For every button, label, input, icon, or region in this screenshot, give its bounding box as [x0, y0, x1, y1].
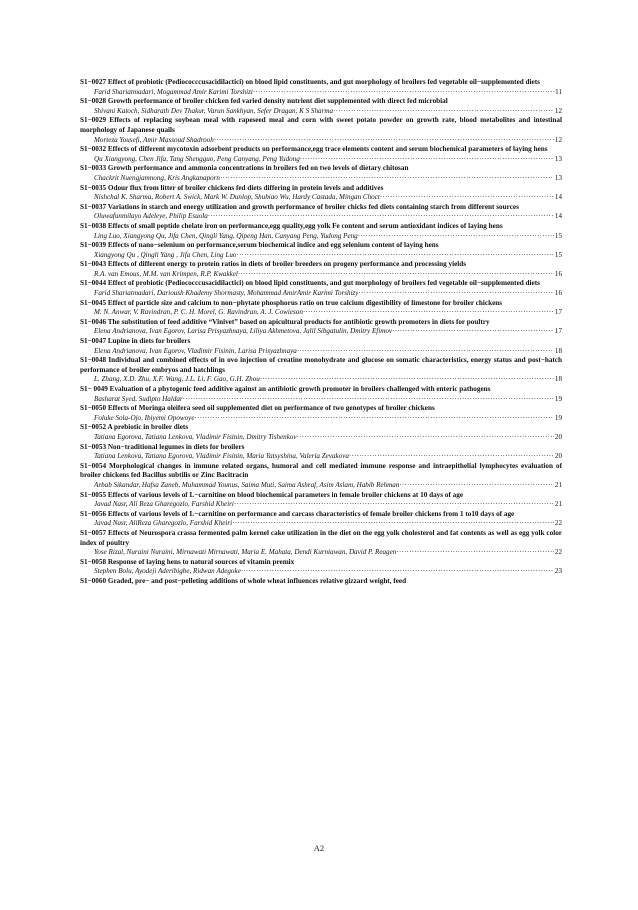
toc-entry [80, 260, 562, 279]
entry-title: S1−0033 Growth performance and ammonia concentrations in broilers fed on two levels of dietary chitosan [80, 164, 409, 173]
entry-authors: R.A. van Emous, M.M. van Krimpen, R.P. Kwakkel [94, 269, 238, 278]
entry-authors-line [80, 452, 562, 462]
entry-authors-line [80, 433, 562, 443]
entry-page-number: 21 [554, 500, 562, 509]
entry-authors: Basharat Syed, Sudipto Haldar [94, 394, 183, 403]
dot-leader [238, 270, 554, 280]
entry-page-number: 22 [554, 548, 562, 557]
dot-leader [236, 251, 553, 261]
dot-leader [234, 500, 554, 510]
toc-entry [80, 529, 562, 558]
entry-authors: Shivani Katoch, Sidharath Dev Thakur, Varun Sankhyan, Sefer Dragan, K S Sharma [94, 106, 334, 115]
toc-entry [80, 423, 562, 442]
entry-authors-line [80, 519, 562, 529]
entry-authors-line [80, 327, 562, 337]
entry-title: S1− 0049 Evaluation of a phytogenic feed additive against an antibiotic growth promoter in broilers challenged with enteric pathogens [80, 385, 491, 393]
toc-entry [80, 164, 562, 183]
toc-entry [80, 318, 562, 337]
entry-authors-line [80, 289, 562, 299]
entry-title: S1−0046 The substitution of feed additive “Vinivet” based on apicultural products for antibiotic growth promoters in diets for poultry [80, 317, 490, 326]
entry-authors: Farid Shariatmadari, Mogammad Amir Karimi Torshizi [94, 87, 253, 96]
dot-leader [399, 481, 554, 491]
toc-entry [80, 443, 562, 462]
entry-page-number: 15 [554, 231, 562, 240]
entry-title: S1−0032 Effects of different mycotoxin adsorbent products on performance,egg trace elements content and serum biochemical parameters of laying hens [80, 145, 548, 154]
entry-page-number: 20 [554, 452, 562, 461]
toc-entry [80, 356, 562, 385]
entry-title: S1−0037 Variations in starch and energy utilization and growth performance of broiler chicks fed diets containing starch from different sources [80, 202, 519, 211]
toc-entry [80, 241, 562, 260]
entry-page-number: 18 [554, 375, 562, 384]
entry-page-number: 15 [554, 250, 562, 259]
toc-entry [80, 510, 562, 529]
entry-title: S1−0058 Response of laying hens to natural sources of vitamin premix [80, 557, 295, 566]
entry-authors-line [80, 500, 562, 510]
entry-authors: Chackrit Nuengjamnong, Kris Angkanaporn [94, 173, 220, 182]
dot-leader [358, 232, 554, 242]
entry-page-number: 17 [554, 327, 562, 336]
entry-page-number: 19 [554, 413, 562, 422]
dot-leader [194, 414, 553, 424]
page-number: A2 [313, 843, 325, 853]
entry-authors-line [80, 481, 562, 491]
entry-authors-line [80, 232, 562, 242]
entry-page-number: 13 [554, 173, 562, 182]
entry-page-number: 23 [554, 567, 562, 576]
dot-leader [297, 347, 554, 357]
toc-entry [80, 299, 562, 318]
entry-authors-line [80, 395, 562, 405]
entry-page-number: 11 [555, 87, 562, 96]
entry-authors: Elena Andrianova, Ivan Egorov, Larisa Prisyazhnaya, Liliya Akhmetova, Jalil Sibgatulin, Dmitry Efimov [94, 327, 393, 336]
entry-title: S1−0057 Effects of Neurospora crassa fermented palm kernel cake utilization in the diet on the egg yolk cholesterol and fat contents as well as egg yolk color index of poultry [80, 528, 562, 547]
entry-authors-line [80, 136, 562, 146]
entry-title: S1−0047 Lupine in diets for broilers [80, 337, 191, 346]
dot-leader [380, 193, 554, 203]
entry-authors: L. Zhang, X.D. Zhu, X.F. Wang, J.L. Li, F. Gao, G.H. Zhou [94, 375, 260, 384]
entry-page-number: 16 [554, 269, 562, 278]
entry-authors: Elena Andrianova, Ivan Egorov, Vladimir Fisinin, Larisa Prisyazhnaya [94, 346, 297, 355]
entry-authors-line [80, 567, 562, 577]
dot-leader [220, 174, 554, 184]
entry-authors: Morteza Yousefi, Amir Massoud Shadrooh [94, 135, 214, 144]
entry-title: S1−0039 Effects of nano−selenium on performance,serum biochemical indice and egg selenium content of laying hens [80, 241, 439, 250]
dot-leader [253, 88, 554, 98]
entry-page-number: 20 [554, 432, 562, 441]
dot-leader [333, 107, 554, 117]
entry-authors: Farid Shariatmadari, Darioush Khademy Shormasty, Mohammad AmirAmir Karimi Torshizy [94, 289, 359, 298]
entry-title: S1−0048 Individual and combined effects of in ovo injection of creatine monohydrate and glucose on somatic characteristics, energy status and post−hatch performance of broiler embryos and hatchlings [80, 356, 562, 374]
entry-title: S1−0052 A prebiotic in broiler diets [80, 423, 189, 432]
entry-authors: Arbab Sikandar, Hafsa Zaneb, Muhammad Younus, Saima Muti, Saima Ashraf, Asim Aslam, Habib Rehman [94, 480, 400, 489]
entry-title: S1−0043 Effects of different energy to protein ratios in diets of broiler breeders on progeny performance and processing yields [80, 260, 467, 269]
entry-page-number: 19 [554, 394, 562, 403]
entry-authors: Stephen Bolu, Ayodeji Aderibigbe, Ridwan Adegoke [94, 567, 241, 576]
entry-title: S1−0028 Growth performance of broiler chicken fed varied density nutrient diet supplemented with direct fed microbial [80, 97, 448, 106]
entry-title: S1−0044 Effect of probiotic (Pediococccusacidilactici) on blood lipid constituents, and gut morphology of broilers fed vegetable oil−supplemented diets [80, 279, 540, 288]
entry-authors: Qu Xiangyong, Chen Jifa, Tang Shengguo, Peng Canyang, Peng Yudong [94, 154, 300, 163]
entry-title: S1−0038 Effects of small peptide chelate iron on performance,egg quality,egg yolk Fe content and serum antioxidant indices of laying hens [80, 221, 503, 230]
dot-leader [214, 136, 554, 146]
toc-entry [80, 385, 562, 404]
toc-entry [80, 97, 562, 116]
entry-authors-line [80, 107, 562, 117]
entry-title: S1−0056 Effects of various levels of L−carnitine on performance and carcass characteristics of female broiler chickens from 1 to10 days of age [80, 509, 515, 518]
entry-page-number: 17 [554, 308, 562, 317]
entry-authors-line [80, 270, 562, 280]
entry-page-number: 12 [554, 135, 562, 144]
toc-entry [80, 78, 562, 97]
entry-authors: Javad Nasr, AliReza Gharegozlo, Farshid Kheiri [94, 519, 233, 528]
dot-leader [349, 452, 554, 462]
entry-authors: Nishchal K. Sharma, Robert A. Swick, Mark W. Dunlop, Shubiao Wu, Hardy Castada, Mingan Choct [94, 193, 380, 202]
entry-title: S1−0053 Non−traditional legumes in diets for broilers [80, 442, 245, 451]
entry-page-number: 21 [554, 480, 562, 489]
dot-leader [297, 433, 554, 443]
toc-entry [80, 337, 562, 356]
entry-page-number: 18 [554, 346, 562, 355]
entry-authors-line [80, 548, 562, 558]
entry-page-number: 16 [554, 289, 562, 298]
dot-leader [232, 519, 554, 529]
dot-leader [183, 395, 554, 405]
entry-authors-line [80, 347, 562, 357]
entry-authors-line [80, 414, 562, 424]
dot-leader [396, 548, 554, 558]
entry-title: S1−0027 Effect of probiotic (Pediococccusacidilactici) on blood lipid constituents, and gut morphology of broilers fed vegetable oil−supplemented diets [80, 78, 540, 86]
dot-leader [260, 375, 554, 385]
toc-entry [80, 203, 562, 222]
toc-entry [80, 184, 562, 203]
dot-leader [303, 308, 554, 318]
entry-authors-line [80, 375, 562, 385]
entry-title: S1−0035 Odour flux from litter of broiler chickens fed diets differing in protein levels and additives [80, 183, 384, 192]
entry-title: S1−0060 Graded, pre− and post−pelleting additions of whole wheat influences relative gizzard weight, feed [80, 576, 407, 585]
dot-leader [208, 212, 554, 222]
toc-entry [80, 462, 562, 491]
toc-entry [80, 491, 562, 510]
entry-authors: M. N. Anwar, V. Ravindran, P. C. H. Morel, G. Ravindran, A. J. Cowieson [94, 308, 303, 317]
entry-authors: Tatiana Lenkova, Tatiana Egorova, Vladimir Fisinin, Maria Yatsyshina, Valeria Zevakova [94, 452, 349, 461]
entry-authors: Yose Rizal, Nuraini Nuraini, Mirnawati Mirnawati, Maria E. Mahata, Dendi Kurniawan, David P. Reagen [94, 548, 397, 557]
toc-entry [80, 558, 562, 577]
dot-leader [241, 567, 554, 577]
table-of-contents [80, 78, 562, 586]
entry-authors: Oluwafunmilayo Adeleye, Philip Esuola [94, 212, 208, 221]
entry-authors: Xiangyong Qu , Qingli Yang , Jifa Chen, Ling Luo [94, 250, 237, 259]
entry-page-number: 13 [554, 154, 562, 163]
entry-authors: Javad Nasr, Ali Reza Gharegozlo, Farshid Kheiri [94, 500, 234, 509]
entry-title: S1−0045 Effect of particle size and calcium to non−phytate phosphorus ratio on true calcium digestibility of limestone for broiler chickens [80, 298, 503, 307]
entry-page-number: 14 [554, 212, 562, 221]
entry-page-number: 12 [554, 106, 562, 115]
entry-page-number: 14 [554, 193, 562, 202]
entry-authors-line [80, 174, 562, 184]
toc-entry [80, 404, 562, 423]
toc-entry [80, 116, 562, 145]
toc-entry [80, 222, 562, 241]
entry-title: S1−0055 Effects of various levels of L−carnitine on blood biochemical parameters in female broiler chickens at 10 days of age [80, 490, 464, 499]
entry-authors-line [80, 155, 562, 165]
entry-authors: Ling Luo, Xiangyong Qu, Jifa Chen, Qingli Yang, Qipeng Han, Canyang Peng, Yudong Peng [94, 231, 358, 240]
entry-authors-line [80, 308, 562, 318]
entry-authors-line [80, 88, 562, 98]
dot-leader [392, 327, 554, 337]
entry-title: S1−0050 Effects of Moringa oleifera seed oil supplemented diet on performance of two genotypes of broiler chickens [80, 404, 435, 413]
dot-leader [358, 289, 553, 299]
dot-leader [300, 155, 554, 165]
entry-authors: Tatiana Egorova, Tatiana Lenkova, Vladimir Fisinin, Dmitry Tishenkov [94, 432, 297, 441]
entry-title: S1−0029 Effects of replacing soybean meal with rapeseed meal and corn with sweet potato powder on growth rate, blood metabolites and intestinal morphology of Japanese quails [80, 116, 562, 134]
toc-entry [80, 279, 562, 298]
entry-authors-line [80, 251, 562, 261]
entry-authors-line [80, 193, 562, 203]
toc-entry [80, 577, 562, 587]
entry-authors-line [80, 212, 562, 222]
entry-page-number: 22 [554, 519, 562, 528]
toc-entry [80, 145, 562, 164]
entry-title: S1−0054 Morphological changes in immune related organs, humoral and cell mediated immune response and intraepithelial lymphocytes evaluation of broiler chickens fed Bacillus subtilis or Zinc Bacitracin [80, 461, 562, 480]
entry-authors: Foluke Sola-Ojo, Ibiyemi Opowoye [94, 413, 195, 422]
